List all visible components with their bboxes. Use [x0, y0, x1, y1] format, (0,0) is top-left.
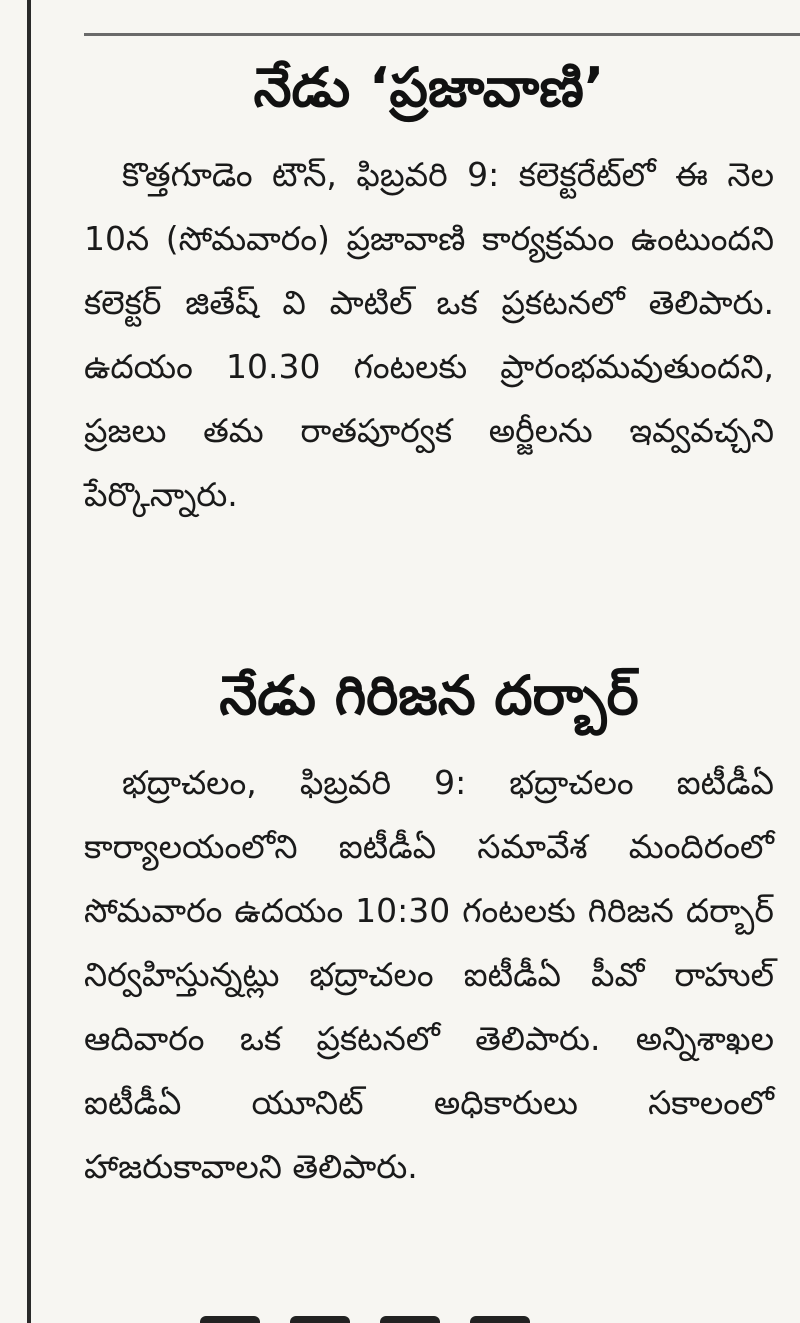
article-body: కొత్తగూడెం టౌన్, ఫిబ్రవరి 9: కలెక్టరేట్‌లో ఈ నెల 10న (సోమవారం) ప్రజావాణి కార్యక్రమం ఉంటుందని కలెక్టర్ జితేష్ వి పాటిల్ ఒక ప్రకటనలో తెలిపారు. ఉదయం 10.30 గంటలకు ప్రారంభమవుతుందని, ప్రజలు తమ రాతపూర్వక అర్జీలను ఇవ్వవచ్చని పేర్కొన్నారు. [84, 155, 774, 515]
column-divider [27, 0, 31, 1323]
next-headline-cutoff [200, 1308, 620, 1323]
article-prajavani [84, 58, 774, 527]
article-body: భద్రాచలం, ఫిబ్రవరి 9: భద్రాచలం ఐటీడీఏ కార్యాలయంలోని ఐటీడీఏ సమావేశ మందిరంలో సోమవారం ఉదయం 10:30 గంటలకు గిరిజన దర్బార్ నిర్వహిస్తున్నట్లు భద్రాచలం ఐటీడీఏ పీవో రాహుల్ ఆదివారం ఒక ప్రకటనలో తెలిపారు. అన్నిశాఖల ఐటీడీఏ యూనిట్ అధికారులు సకాలంలో హాజరుకావాలని తెలిపారు. [84, 763, 774, 1187]
article-girijana-darbar [84, 666, 774, 1199]
article-headline: నేడు ‘ప్రజావాణి’ [253, 56, 605, 119]
article-headline: నేడు గిరిజన దర్బార్ [219, 664, 639, 727]
top-rule [84, 33, 800, 36]
